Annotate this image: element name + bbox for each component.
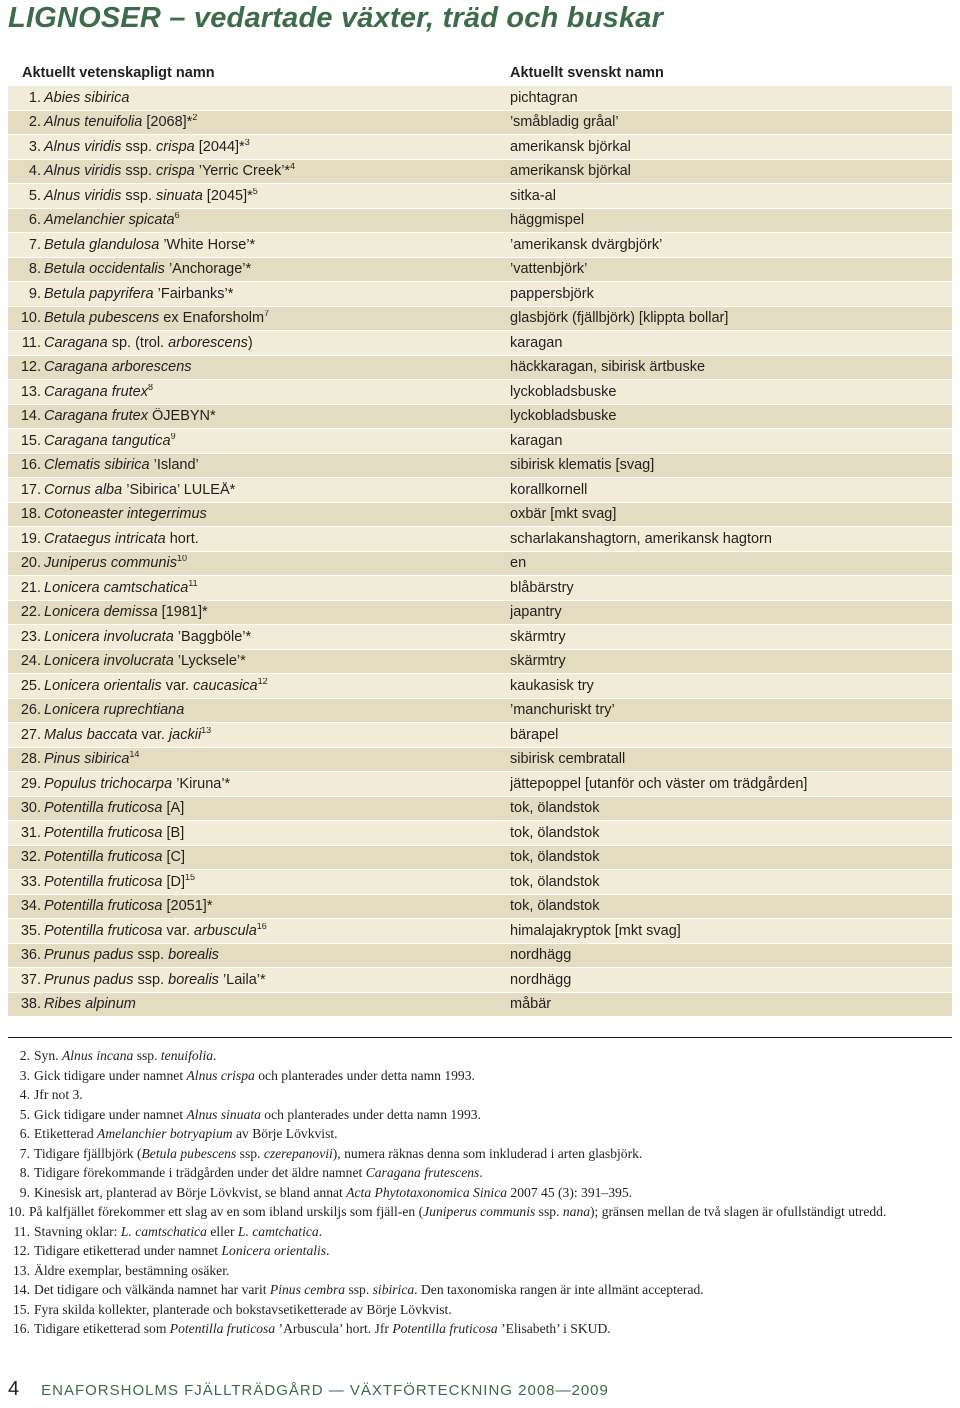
scientific-name-cell <box>8 923 510 939</box>
row-number: 10. <box>20 310 41 327</box>
scientific-name: Caragana frutex ÖJEBYN* <box>44 408 216 425</box>
swedish-name-cell: sitka-al <box>510 187 556 204</box>
row-number: 31. <box>20 824 41 841</box>
scientific-name-cell <box>8 408 510 424</box>
table-row <box>8 380 952 405</box>
footnote-number: 3. <box>19 1067 30 1083</box>
scientific-name-cell <box>8 384 510 400</box>
row-number: 17. <box>20 481 41 498</box>
scientific-name: Crataegus intricata hort. <box>44 530 199 547</box>
table-row <box>8 846 952 871</box>
scientific-name: Cornus alba ’Sibirica’ LULEÅ* <box>44 481 236 498</box>
footnote-text: Det tidigare och välkända namnet har varit Pinus cembra ssp. sibirica. Den taxonomiska rangen är inte allmänt accepterad. <box>34 1282 704 1297</box>
scientific-name: Caragana sp. (trol. arborescens) <box>44 334 253 351</box>
scientific-name: Ribes alpinum <box>44 996 136 1013</box>
table-row <box>8 797 952 822</box>
scientific-name: Lonicera involucrata ’Baggböle’* <box>44 628 252 645</box>
scientific-name-cell <box>8 212 510 228</box>
table-row <box>8 895 952 920</box>
swedish-name-cell: tok, ölandstok <box>510 824 600 841</box>
swedish-name-cell: nordhägg <box>510 971 572 988</box>
table-row <box>8 454 952 479</box>
table-header-row <box>8 60 952 86</box>
swedish-name-cell: karagan <box>510 334 563 351</box>
footnote-number: 11. <box>13 1223 30 1239</box>
row-number: 38. <box>20 996 41 1013</box>
swedish-name-cell: korallkornell <box>510 481 588 498</box>
scientific-name-cell <box>8 727 510 743</box>
row-number: 13. <box>20 383 41 400</box>
footnote-text: Tidigare etiketterad under namnet Lonicera orientalis. <box>34 1243 330 1258</box>
swedish-name-cell: ’manchuriskt try’ <box>510 702 615 719</box>
table-row <box>8 944 952 969</box>
table-row <box>8 331 952 356</box>
scientific-name: Potentilla fruticosa [B] <box>44 824 185 841</box>
scientific-name-cell <box>8 702 510 718</box>
swedish-name-cell: japantry <box>510 604 562 621</box>
swedish-name-cell: tok, ölandstok <box>510 898 600 915</box>
footnote-text: Äldre exemplar, bestämning osäker. <box>34 1262 230 1278</box>
swedish-name-cell: tok, ölandstok <box>510 800 600 817</box>
scientific-name: Pinus sibirica$^{14}$ <box>44 751 140 768</box>
scientific-name-cell <box>8 457 510 473</box>
footnote <box>8 1280 944 1300</box>
scientific-name-cell <box>8 849 510 865</box>
scientific-name-cell <box>8 163 510 179</box>
footnote <box>8 1105 944 1125</box>
scientific-name-cell <box>8 874 510 890</box>
scientific-name: Potentilla fruticosa [A] <box>44 800 185 817</box>
footnote-number: 13. <box>13 1262 30 1278</box>
footnote <box>8 1085 944 1105</box>
scientific-name-cell <box>8 825 510 841</box>
footnote <box>8 1202 944 1222</box>
table-row <box>8 772 952 797</box>
footnote <box>8 1124 944 1144</box>
swedish-name-cell: sibirisk cembratall <box>510 751 626 768</box>
scientific-name: Lonicera involucrata ’Lycksele’* <box>44 653 246 670</box>
row-number: 1. <box>28 89 41 106</box>
table-row <box>8 86 952 111</box>
row-number: 27. <box>20 726 41 743</box>
swedish-name-cell: karagan <box>510 432 563 449</box>
table-row <box>8 478 952 503</box>
footnote-number: 10. <box>8 1204 25 1219</box>
footnote <box>8 1319 944 1339</box>
table-row <box>8 650 952 675</box>
swedish-name-cell: amerikansk björkal <box>510 163 631 180</box>
swedish-name-cell: lyckobladsbuske <box>510 408 617 425</box>
row-number: 26. <box>20 702 41 719</box>
footnote <box>8 1183 944 1203</box>
table-row <box>8 748 952 773</box>
footnote-text: Gick tidigare under namnet Alnus crispa och planterades under detta namn 1993. <box>34 1067 475 1083</box>
scientific-name-cell <box>8 629 510 645</box>
footnote-number: 15. <box>13 1301 30 1317</box>
swedish-name-cell: pichtagran <box>510 89 578 106</box>
scientific-name-cell <box>8 996 510 1012</box>
swedish-name-cell: oxbär [mkt svag] <box>510 506 617 523</box>
scientific-name-cell <box>8 800 510 816</box>
footnote-text: Fyra skilda kollekter, planterade och bokstavsetiketterade av Börje Lövkvist. <box>34 1301 452 1317</box>
table-row <box>8 282 952 307</box>
column-header-swedish: Aktuellt svenskt namn <box>510 64 664 81</box>
table-row <box>8 821 952 846</box>
swedish-name-cell: nordhägg <box>510 947 572 964</box>
row-number: 3. <box>28 138 41 155</box>
footnote-text: Tidigare etiketterad som Potentilla fruticosa ’Arbuscula’ hort. Jfr Potentilla fruticosa ’Elisabeth’ i SKUD. <box>34 1321 611 1336</box>
swedish-name-cell: en <box>510 555 527 572</box>
footnote-number: 9. <box>19 1184 30 1200</box>
scientific-name: Amelanchier spicata$^6$ <box>44 212 180 229</box>
scientific-name-cell <box>8 580 510 596</box>
row-number: 23. <box>20 628 41 645</box>
footnote <box>8 1163 944 1183</box>
scientific-name: Betula occidentalis ’Anchorage’* <box>44 261 252 278</box>
row-number: 20. <box>20 555 41 572</box>
footnote-number: 14. <box>13 1282 30 1297</box>
scientific-name-cell <box>8 555 510 571</box>
scientific-name: Clematis sibirica ’Island’ <box>44 457 199 474</box>
page-footer <box>8 1378 609 1401</box>
footnote-text: Kinesisk art, planterad av Börje Lövkvist, se bland annat Acta Phytotaxonomica Sinica 2007 45 (3): 391–395. <box>34 1184 633 1200</box>
footnote-text: Stavning oklar: L. camtschatica eller L. camtchatica. <box>34 1223 323 1239</box>
scientific-name: Alnus viridis ssp. crispa [2044]*$^3$ <box>44 138 250 155</box>
scientific-name-cell <box>8 531 510 547</box>
table-row <box>8 307 952 332</box>
row-number: 28. <box>20 751 41 768</box>
footnote <box>8 1261 944 1281</box>
swedish-name-cell: pappersbjörk <box>510 285 594 302</box>
swedish-name-cell: bärapel <box>510 726 559 743</box>
footnote-number: 16. <box>13 1321 30 1336</box>
table-row <box>8 356 952 381</box>
table-row <box>8 258 952 283</box>
row-number: 18. <box>20 506 41 523</box>
scientific-name: Potentilla fruticosa $[D]^{15}$ <box>44 873 196 890</box>
footnote-text: Tidigare förekommande i trädgården under det äldre namnet Caragana frutescens. <box>34 1165 483 1180</box>
scientific-name-cell <box>8 898 510 914</box>
swedish-name-cell: ’småbladig gråal’ <box>510 114 619 131</box>
scientific-name: Betula papyrifera ’Fairbanks’* <box>44 285 234 302</box>
scientific-name: Caragana arborescens <box>44 359 192 376</box>
footnote <box>8 1046 944 1066</box>
swedish-name-cell: häckkaragan, sibirisk ärtbuske <box>510 359 706 376</box>
scientific-name: Malus baccata var. jackii$^{13}$ <box>44 726 212 743</box>
row-number: 33. <box>20 873 41 890</box>
scientific-name: Juniperus communis$^{10}$ <box>44 555 187 572</box>
scientific-name-cell <box>8 604 510 620</box>
swedish-name-cell: ’vattenbjörk’ <box>510 261 588 278</box>
scientific-name-cell <box>8 972 510 988</box>
swedish-name-cell: jättepoppel [utanför och väster om trädgården] <box>510 775 808 792</box>
footnote-text: Gick tidigare under namnet Alnus sinuata och planterades under detta namn 1993. <box>34 1106 481 1122</box>
row-number: 22. <box>20 604 41 621</box>
table-row <box>8 993 952 1018</box>
swedish-name-cell: lyckobladsbuske <box>510 383 617 400</box>
footnote-text: På kalfjället förekommer ett slag av en som ibland urskiljs som fjäll-en (Juniperus communis ssp. nana); gränsen mellan de två slagen är ofullständigt utredd. <box>29 1204 887 1219</box>
table-row <box>8 209 952 234</box>
footnote <box>8 1300 944 1320</box>
swedish-name-cell: skärmtry <box>510 653 566 670</box>
table-row <box>8 111 952 136</box>
table-row <box>8 405 952 430</box>
footnote-number: 5. <box>19 1106 30 1122</box>
scientific-name: Potentilla fruticosa var. arbuscula$^{16}$ <box>44 922 267 939</box>
scientific-name-cell <box>8 114 510 130</box>
table-row <box>8 625 952 650</box>
swedish-name-cell: glasbjörk (fjällbjörk) [klippta bollar] <box>510 310 729 327</box>
table-row <box>8 429 952 454</box>
table-row <box>8 135 952 160</box>
footnote <box>8 1144 944 1164</box>
row-number: 8. <box>28 261 41 278</box>
row-number: 15. <box>20 432 41 449</box>
scientific-name: Alnus tenuifolia [2068]*$^2$ <box>44 114 198 131</box>
row-number: 30. <box>20 800 41 817</box>
page-number: 4 <box>8 1378 20 1400</box>
scientific-name-cell <box>8 310 510 326</box>
footnote <box>8 1066 944 1086</box>
row-number: 29. <box>20 775 41 792</box>
table-row <box>8 723 952 748</box>
page-title: LIGNOSER – vedartade växter, träd och buskar <box>8 2 664 34</box>
scientific-name-cell <box>8 678 510 694</box>
footnote <box>8 1241 944 1261</box>
footnote-text: Tidigare fjällbjörk (Betula pubescens ssp. czerepanovii), numera räknas denna som inkluderad i arten glasbjörk. <box>34 1145 643 1161</box>
scientific-name-cell <box>8 653 510 669</box>
scientific-name-cell <box>8 237 510 253</box>
swedish-name-cell: tok, ölandstok <box>510 849 600 866</box>
row-number: 32. <box>20 849 41 866</box>
scientific-name: Alnus viridis ssp. sinuata [2045]*$^5$ <box>44 187 258 204</box>
footnote-text: Etiketterad Amelanchier botryapium av Börje Lövkvist. <box>34 1126 338 1141</box>
row-number: 37. <box>20 971 41 988</box>
swedish-name-cell: häggmispel <box>510 212 585 229</box>
footnote-text: Syn. Alnus incana ssp. tenuifolia. <box>34 1048 217 1063</box>
table-row <box>8 601 952 626</box>
table-row <box>8 184 952 209</box>
scientific-name: Potentilla fruticosa [C] <box>44 849 186 866</box>
scientific-name-cell <box>8 359 510 375</box>
row-number: 11. <box>21 334 41 351</box>
scientific-name: Betula glandulosa ’White Horse’* <box>44 236 256 253</box>
row-number: 24. <box>20 653 41 670</box>
table-body <box>8 86 952 1017</box>
footnote-number: 4. <box>19 1087 30 1102</box>
swedish-name-cell: blåbärstry <box>510 579 574 596</box>
scientific-name: Lonicera orientalis var. caucasica$^{12}$ <box>44 677 268 694</box>
footer-publication-title: ENAFORSHOLMS FJÄLLTRÄDGÅRD — VÄXTFÖRTECKNING 2008—2009 <box>41 1382 609 1399</box>
scientific-name: Lonicera camtschatica$^{11}$ <box>44 579 198 596</box>
scientific-name-cell <box>8 261 510 277</box>
scientific-name: Potentilla fruticosa [2051]* <box>44 898 213 915</box>
scientific-name: Caragana frutex$^8$ <box>44 383 153 400</box>
scientific-name: Populus trichocarpa ’Kiruna’* <box>44 775 231 792</box>
scientific-name-cell <box>8 776 510 792</box>
row-number: 4. <box>28 163 41 180</box>
row-number: 34. <box>20 898 41 915</box>
scientific-name: Alnus viridis ssp. crispa ’Yerric Creek’*$^4$ <box>44 163 296 180</box>
row-number: 2. <box>28 114 41 131</box>
table-row <box>8 968 952 993</box>
scientific-name-cell <box>8 433 510 449</box>
table-row <box>8 527 952 552</box>
swedish-name-cell: sibirisk klematis [svag] <box>510 457 655 474</box>
table-row <box>8 870 952 895</box>
scientific-name: Prunus padus ssp. borealis ’Laila’* <box>44 971 266 988</box>
scientific-name: Abies sibirica <box>44 89 130 106</box>
footnote-divider <box>8 1037 952 1038</box>
scientific-name-cell <box>8 335 510 351</box>
footnote-number: 7. <box>19 1145 30 1161</box>
scientific-name-cell <box>8 482 510 498</box>
scientific-name: Cotoneaster integerrimus <box>44 506 207 523</box>
swedish-name-cell: kaukasisk try <box>510 677 594 694</box>
table-row <box>8 552 952 577</box>
swedish-name-cell: scharlakanshagtorn, amerikansk hagtorn <box>510 530 772 547</box>
swedish-name-cell: skärmtry <box>510 628 566 645</box>
swedish-name-cell: himalajakryptok [mkt svag] <box>510 922 681 939</box>
footnote-text: Jfr not 3. <box>34 1087 83 1102</box>
scientific-name: Betula pubescens ex Enaforsholm$^7$ <box>44 310 270 327</box>
table-row <box>8 160 952 185</box>
row-number: 5. <box>28 187 41 204</box>
scientific-name: Caragana tangutica$^9$ <box>44 432 176 449</box>
row-number: 9. <box>28 285 41 302</box>
species-table <box>8 60 952 1017</box>
scientific-name-cell <box>8 506 510 522</box>
footnotes <box>8 1046 944 1339</box>
table-row <box>8 919 952 944</box>
table-row <box>8 503 952 528</box>
swedish-name-cell: ’amerikansk dvärgbjörk’ <box>510 236 663 253</box>
row-number: 6. <box>28 212 41 229</box>
footnote-number: 6. <box>19 1126 30 1141</box>
row-number: 7. <box>28 236 41 253</box>
scientific-name: Lonicera ruprechtiana <box>44 702 185 719</box>
scientific-name: Prunus padus ssp. borealis <box>44 947 219 964</box>
row-number: 35. <box>20 922 41 939</box>
swedish-name-cell: måbär <box>510 996 552 1013</box>
row-number: 14. <box>20 408 41 425</box>
row-number: 25. <box>20 677 41 694</box>
footnote-number: 2. <box>19 1048 30 1063</box>
swedish-name-cell: amerikansk björkal <box>510 138 631 155</box>
table-row <box>8 674 952 699</box>
row-number: 12. <box>20 359 41 376</box>
scientific-name-cell <box>8 139 510 155</box>
table-row <box>8 233 952 258</box>
table-row <box>8 576 952 601</box>
row-number: 36. <box>20 947 41 964</box>
scientific-name-cell <box>8 947 510 963</box>
row-number: 16. <box>20 457 41 474</box>
row-number: 19. <box>20 530 41 547</box>
scientific-name: Lonicera demissa [1981]* <box>44 604 208 621</box>
column-header-scientific: Aktuellt vetenskapligt namn <box>22 64 215 81</box>
row-number: 21. <box>20 579 41 596</box>
table-row <box>8 699 952 724</box>
scientific-name-cell <box>8 188 510 204</box>
footnote <box>8 1222 944 1242</box>
swedish-name-cell: tok, ölandstok <box>510 873 600 890</box>
footnote-number: 12. <box>13 1243 30 1258</box>
scientific-name-cell <box>8 751 510 767</box>
footnote-number: 8. <box>19 1165 30 1180</box>
scientific-name-cell <box>8 90 510 106</box>
scientific-name-cell <box>8 286 510 302</box>
